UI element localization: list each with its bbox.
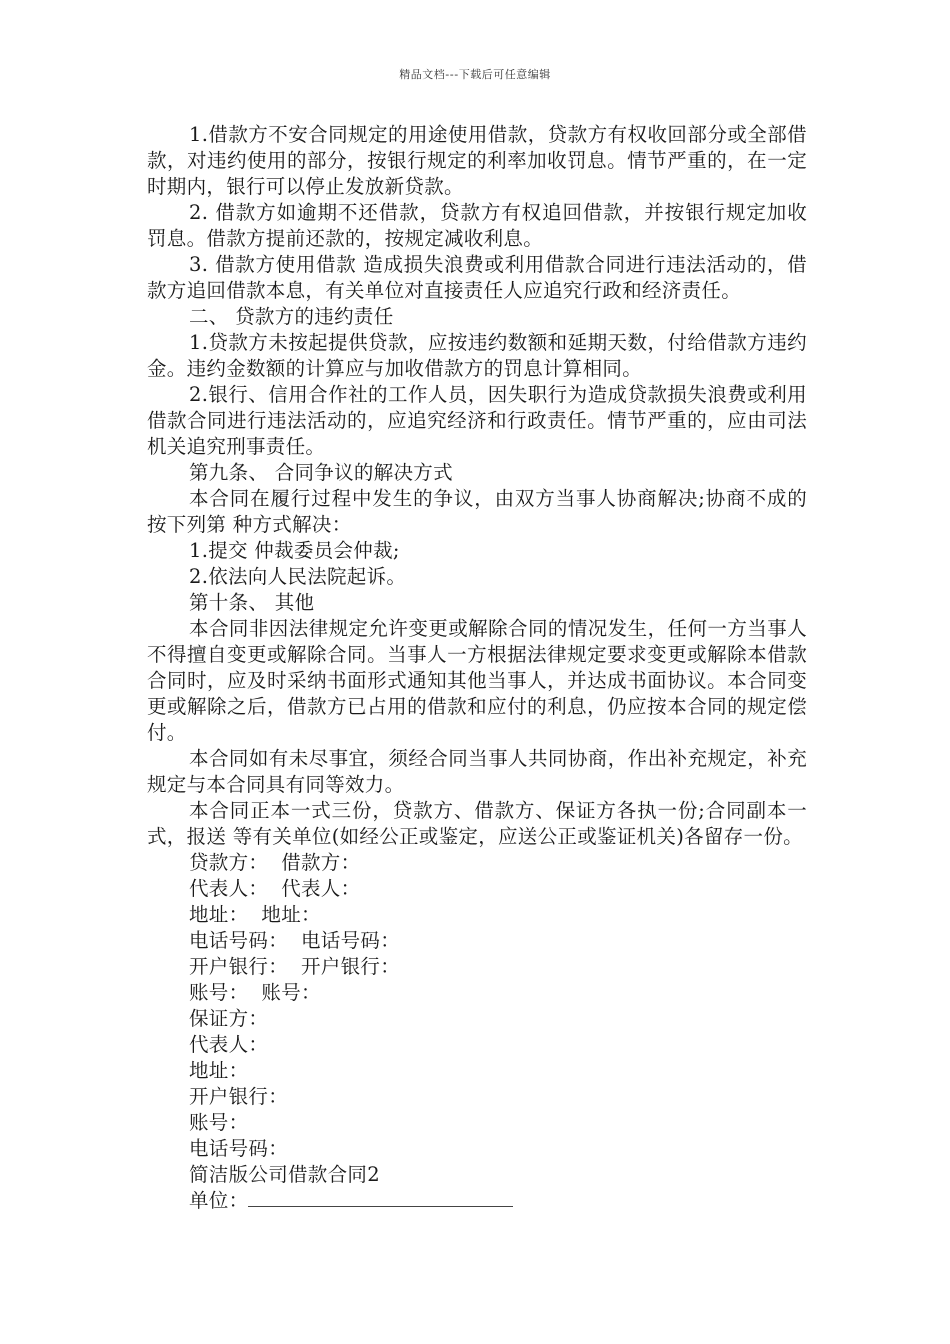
article-9-heading: 第九条、 合同争议的解决方式 [189, 461, 453, 484]
dispute-resolution-text: 本合同在履行过程中发生的争议，由双方当事人协商解决;协商不成的按下列第 种方式解决： [147, 487, 807, 536]
clause-borrower-3: 3. 借款方使用借款 造成损失浪费或利用借款合同进行违法活动的，借款方追回借款本息，有关单位对直接责任人应追究行政和经济责任。 [147, 253, 807, 302]
sig-account: 账号： 账号： [189, 981, 321, 1004]
dispute-option-2: 2.依法向人民法院起诉。 [189, 565, 407, 588]
modification-clause: 本合同非因法律规定允许变更或解除合同的情况发生，任何一方当事人不得擅自变更或解除合同。当事人一方根据法律规定要求变更或解除本借款合同时，应及时采纳书面形式通知其他当事人，并达成书面协议。本合同变更或解除之后，借款方已占用的借款和应付的利息，仍应按本合同的规定偿付。 [147, 617, 807, 744]
sig-phone: 电话号码： 电话号码： [189, 929, 400, 952]
sig-lender-borrower: 贷款方： 借款方： [189, 851, 361, 874]
sig-address: 地址： 地址： [189, 903, 321, 926]
sig-guarantor-bank: 开户银行： [189, 1085, 289, 1108]
sig-guarantor-address: 地址： [189, 1059, 249, 1082]
sig-guarantor-phone: 电话号码： [189, 1137, 289, 1160]
clause-borrower-2: 2. 借款方如逾期不还借款，贷款方有权追回借款，并按银行规定加收罚息。借款方提前还款的，按规定减收利息。 [147, 201, 807, 250]
unit-label: 单位： [189, 1189, 249, 1212]
document-body [147, 122, 807, 1214]
sig-guarantor: 保证方： [189, 1007, 269, 1030]
unit-line [147, 1188, 807, 1214]
sig-guarantor-account: 账号： [189, 1111, 249, 1134]
section-lender-liability: 二、 贷款方的违约责任 [189, 305, 394, 328]
supplement-clause: 本合同如有未尽事宜，须经合同当事人共同协商，作出补充规定，补充规定与本合同具有同等效力。 [147, 747, 807, 796]
sig-representative: 代表人： 代表人： [189, 877, 361, 900]
page-header: 精品文档---下载后可任意编辑 [399, 68, 551, 81]
sig-guarantor-representative: 代表人： [189, 1033, 269, 1056]
dispute-option-1: 1.提交 仲裁委员会仲裁; [189, 539, 400, 562]
article-10-heading: 第十条、 其他 [189, 591, 315, 614]
next-contract-title: 简洁版公司借款合同2 [189, 1163, 380, 1186]
sig-bank: 开户银行： 开户银行： [189, 955, 400, 978]
clause-lender-1: 1.贷款方未按起提供贷款，应按违约数额和延期天数，付给借款方违约金。违约金数额的计算应与加收借款方的罚息计算相同。 [147, 331, 807, 380]
unit-blank-line [248, 1188, 513, 1207]
clause-borrower-1: 1.借款方不安合同规定的用途使用借款，贷款方有权收回部分或全部借款，对违约使用的部分，按银行规定的利率加收罚息。情节严重的，在一定时期内，银行可以停止发放新贷款。 [147, 123, 807, 198]
clause-lender-2: 2.银行、信用合作社的工作人员，因失职行为造成贷款损失浪费或利用借款合同进行违法活动的，应追究经济和行政责任。情节严重的，应由司法机关追究刑事责任。 [147, 383, 807, 458]
copies-clause: 本合同正本一式三份，贷款方、借款方、保证方各执一份;合同副本一 式，报送 等有关单位(如经公正或鉴定，应送公正或鉴证机关)各留存一份。 [147, 799, 807, 848]
